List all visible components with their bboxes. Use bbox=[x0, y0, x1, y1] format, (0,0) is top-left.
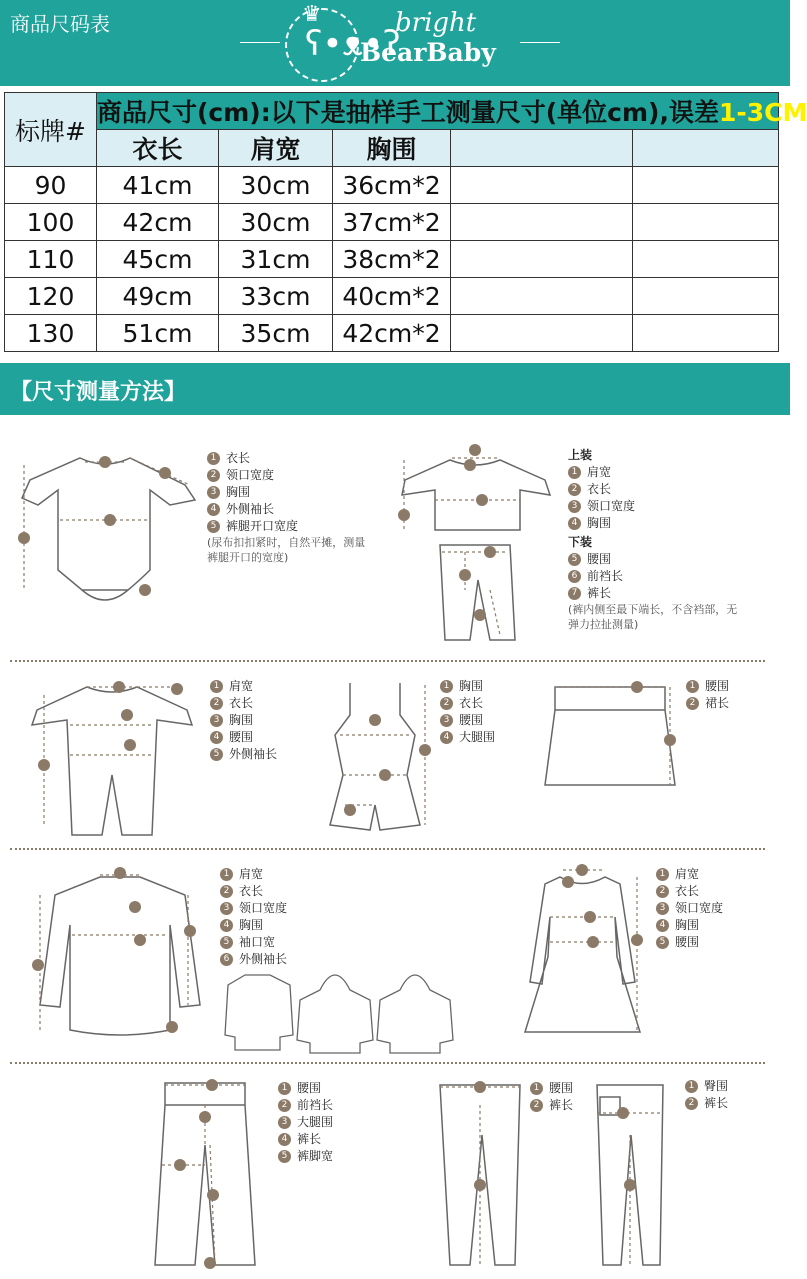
table-row bbox=[5, 315, 779, 352]
logo-left-line bbox=[240, 42, 280, 43]
number-marker-icon: 6 bbox=[568, 570, 581, 583]
value-cell: 42cm*2 bbox=[333, 315, 451, 352]
brand-name-line1: bright bbox=[395, 8, 477, 38]
leggings-diagram bbox=[430, 1075, 530, 1275]
pants-diagram bbox=[150, 1075, 260, 1275]
value-cell bbox=[451, 315, 633, 352]
legend-label: 腰围 bbox=[705, 679, 730, 693]
romper-diagram bbox=[22, 675, 202, 840]
number-marker-icon: 4 bbox=[440, 731, 453, 744]
legend-label: 裤长 bbox=[297, 1132, 322, 1146]
legend-item bbox=[210, 712, 277, 729]
bodysuit-diagram bbox=[10, 440, 200, 610]
value-cell: 30cm bbox=[219, 167, 333, 204]
legend-label: 腰围 bbox=[549, 1081, 574, 1095]
number-marker-icon: 2 bbox=[530, 1099, 543, 1112]
crown-icon: ♛ bbox=[302, 2, 322, 27]
legend-label: 腰围 bbox=[675, 935, 700, 949]
number-marker-icon: 4 bbox=[656, 919, 669, 932]
number-marker-icon: 4 bbox=[568, 517, 581, 530]
value-cell bbox=[633, 315, 779, 352]
legend-item bbox=[656, 866, 723, 883]
number-marker-icon: 5 bbox=[207, 520, 220, 533]
header-banner bbox=[0, 0, 790, 86]
legend-label: 衣长 bbox=[459, 696, 484, 710]
number-marker-icon: 1 bbox=[220, 868, 233, 881]
number-marker-icon: 5 bbox=[568, 553, 581, 566]
number-marker-icon: 2 bbox=[686, 697, 699, 710]
legend-item bbox=[656, 917, 723, 934]
legend-item bbox=[568, 498, 748, 515]
set-diagram bbox=[390, 440, 560, 650]
legend-label: 领口宽度 bbox=[675, 901, 724, 915]
legend-label: 前裆长 bbox=[587, 569, 624, 583]
legend-label: 大腿围 bbox=[459, 730, 496, 744]
legend-label: 胸围 bbox=[459, 679, 484, 693]
legend-note: (裤内侧至最下端长，不含裆部，无弹力拉扯测量) bbox=[568, 603, 738, 631]
value-cell bbox=[451, 278, 633, 315]
jumpsuit-diagram bbox=[315, 675, 435, 840]
legend-item bbox=[440, 729, 495, 746]
legend-item bbox=[568, 464, 748, 481]
table-row bbox=[5, 204, 779, 241]
legend-item bbox=[210, 678, 277, 695]
brand-name-line2: BearBaby bbox=[360, 38, 496, 67]
size-cell: 120 bbox=[5, 278, 97, 315]
bodysuit-legend bbox=[207, 450, 372, 565]
number-marker-icon: 7 bbox=[568, 587, 581, 600]
legend-item bbox=[278, 1097, 333, 1114]
size-cell: 110 bbox=[5, 241, 97, 278]
number-marker-icon: 3 bbox=[220, 902, 233, 915]
legend-group-title: 上装 bbox=[568, 448, 593, 462]
section-divider bbox=[10, 660, 765, 662]
table-header-row bbox=[5, 93, 779, 130]
legend-item bbox=[207, 450, 372, 467]
legend-label: 领口宽度 bbox=[587, 499, 636, 513]
page-title: 商品尺码表 bbox=[10, 12, 110, 36]
number-marker-icon: 3 bbox=[656, 902, 669, 915]
number-marker-icon: 1 bbox=[685, 1080, 698, 1093]
legend-label: 裙长 bbox=[705, 696, 730, 710]
legend-label: 衣长 bbox=[229, 696, 254, 710]
skirt-legend bbox=[686, 678, 729, 712]
legend-label: 胸围 bbox=[675, 918, 700, 932]
skirt-diagram bbox=[540, 675, 680, 805]
legend-label: 衣长 bbox=[587, 482, 612, 496]
bear-face-icon: ʕ•ᴥ•ʔ bbox=[305, 24, 401, 64]
value-cell: 42cm bbox=[97, 204, 219, 241]
legend-item bbox=[686, 678, 729, 695]
section-divider bbox=[10, 1062, 765, 1064]
legend-item bbox=[220, 900, 287, 917]
legend-label: 臀围 bbox=[704, 1079, 729, 1093]
value-cell: 35cm bbox=[219, 315, 333, 352]
number-marker-icon: 1 bbox=[686, 680, 699, 693]
legend-item bbox=[210, 746, 277, 763]
number-marker-icon: 1 bbox=[278, 1082, 291, 1095]
legend-item bbox=[656, 900, 723, 917]
legend-label: 肩宽 bbox=[587, 465, 612, 479]
number-marker-icon: 1 bbox=[440, 680, 453, 693]
number-marker-icon: 3 bbox=[278, 1116, 291, 1129]
legend-item bbox=[220, 883, 287, 900]
number-marker-icon: 5 bbox=[210, 748, 223, 761]
shirt-diagram bbox=[30, 865, 210, 1045]
value-cell bbox=[633, 241, 779, 278]
legend-item bbox=[207, 518, 372, 535]
dress-diagram bbox=[515, 862, 650, 1042]
legend-item bbox=[530, 1080, 573, 1097]
legend-item bbox=[210, 729, 277, 746]
size-cell: 100 bbox=[5, 204, 97, 241]
number-marker-icon: 3 bbox=[207, 486, 220, 499]
table-row bbox=[5, 241, 779, 278]
legend-label: 腰围 bbox=[229, 730, 254, 744]
table-caption bbox=[97, 93, 807, 130]
number-marker-icon: 1 bbox=[656, 868, 669, 881]
number-marker-icon: 2 bbox=[220, 885, 233, 898]
number-marker-icon: 3 bbox=[568, 500, 581, 513]
legend-item bbox=[440, 712, 495, 729]
column-header: 胸围 bbox=[333, 130, 451, 167]
shirt-legend bbox=[220, 866, 287, 968]
number-marker-icon: 4 bbox=[220, 919, 233, 932]
number-marker-icon: 2 bbox=[568, 483, 581, 496]
caption-text: 商品尺寸(cm):以下是抽样手工测量尺寸(单位cm),误差 bbox=[97, 98, 719, 127]
measure-section-bar bbox=[0, 363, 790, 415]
brand-label-cell: 标牌# bbox=[5, 93, 97, 167]
number-marker-icon: 2 bbox=[210, 697, 223, 710]
legend-label: 领口宽度 bbox=[226, 468, 275, 482]
leggings-legend bbox=[530, 1080, 573, 1114]
legend-item bbox=[278, 1148, 333, 1165]
measurement-guide bbox=[0, 430, 790, 1279]
number-marker-icon: 4 bbox=[207, 503, 220, 516]
legend-label: 裤脚宽 bbox=[297, 1149, 334, 1163]
size-cell: 90 bbox=[5, 167, 97, 204]
legend-item bbox=[686, 695, 729, 712]
number-marker-icon: 1 bbox=[530, 1082, 543, 1095]
caption-tolerance: 1-3CM bbox=[718, 98, 807, 127]
legend-item bbox=[440, 695, 495, 712]
legend-item bbox=[220, 917, 287, 934]
legend-label: 外侧袖长 bbox=[226, 502, 275, 516]
legend-label: 衣长 bbox=[239, 884, 264, 898]
number-marker-icon: 4 bbox=[210, 731, 223, 744]
column-header bbox=[633, 130, 779, 167]
legend-item bbox=[220, 866, 287, 883]
legend-item bbox=[568, 515, 748, 532]
number-marker-icon: 3 bbox=[440, 714, 453, 727]
number-marker-icon: 2 bbox=[685, 1097, 698, 1110]
column-header: 衣长 bbox=[97, 130, 219, 167]
measure-section-title: 【尺寸测量方法】 bbox=[10, 380, 187, 405]
legend-label: 胸围 bbox=[587, 516, 612, 530]
legend-label: 外侧袖长 bbox=[229, 747, 278, 761]
legend-item bbox=[220, 934, 287, 951]
legend-item bbox=[207, 467, 372, 484]
number-marker-icon: 1 bbox=[207, 452, 220, 465]
value-cell: 33cm bbox=[219, 278, 333, 315]
value-cell bbox=[451, 204, 633, 241]
legend-label: 裤长 bbox=[704, 1096, 729, 1110]
legend-item bbox=[440, 678, 495, 695]
value-cell: 51cm bbox=[97, 315, 219, 352]
legend-label: 胸围 bbox=[239, 918, 264, 932]
number-marker-icon: 5 bbox=[220, 936, 233, 949]
value-cell: 37cm*2 bbox=[333, 204, 451, 241]
legend-label: 肩宽 bbox=[239, 867, 264, 881]
slim-pants-diagram bbox=[585, 1075, 675, 1275]
value-cell: 41cm bbox=[97, 167, 219, 204]
number-marker-icon: 5 bbox=[656, 936, 669, 949]
legend-label: 衣长 bbox=[675, 884, 700, 898]
legend-item bbox=[278, 1131, 333, 1148]
value-cell: 40cm*2 bbox=[333, 278, 451, 315]
logo-right-line bbox=[520, 42, 560, 43]
legend-item bbox=[685, 1078, 728, 1095]
number-marker-icon: 2 bbox=[440, 697, 453, 710]
legend-label: 裤长 bbox=[587, 586, 612, 600]
legend-item bbox=[568, 551, 748, 568]
pants-legend bbox=[278, 1080, 333, 1165]
legend-item bbox=[278, 1114, 333, 1131]
legend-label: 大腿围 bbox=[297, 1115, 334, 1129]
value-cell bbox=[451, 241, 633, 278]
slim-pants-legend bbox=[685, 1078, 728, 1112]
romper-legend bbox=[210, 678, 277, 763]
number-marker-icon: 5 bbox=[278, 1150, 291, 1163]
number-marker-icon: 1 bbox=[568, 466, 581, 479]
legend-label: 腰围 bbox=[587, 552, 612, 566]
legend-note: (尿布扣扣紧时，自然平摊，测量裤腿开口的宽度) bbox=[207, 536, 366, 564]
value-cell bbox=[633, 167, 779, 204]
legend-label: 胸围 bbox=[229, 713, 254, 727]
legend-item bbox=[207, 501, 372, 518]
number-marker-icon: 1 bbox=[210, 680, 223, 693]
legend-label: 腰围 bbox=[459, 713, 484, 727]
legend-label: 腰围 bbox=[297, 1081, 322, 1095]
number-marker-icon: 6 bbox=[220, 953, 233, 966]
number-marker-icon: 2 bbox=[656, 885, 669, 898]
legend-label: 裤长 bbox=[549, 1098, 574, 1112]
legend-label: 领口宽度 bbox=[239, 901, 288, 915]
legend-item bbox=[278, 1080, 333, 1097]
value-cell bbox=[633, 278, 779, 315]
column-header bbox=[451, 130, 633, 167]
legend-item bbox=[685, 1095, 728, 1112]
value-cell: 45cm bbox=[97, 241, 219, 278]
column-header: 肩宽 bbox=[219, 130, 333, 167]
legend-label: 肩宽 bbox=[675, 867, 700, 881]
value-cell bbox=[633, 204, 779, 241]
legend-item bbox=[530, 1097, 573, 1114]
legend-label: 胸围 bbox=[226, 485, 251, 499]
jackets-diagram bbox=[225, 965, 455, 1055]
size-chart-table bbox=[4, 92, 807, 352]
legend-label: 衣长 bbox=[226, 451, 251, 465]
value-cell: 38cm*2 bbox=[333, 241, 451, 278]
value-cell: 36cm*2 bbox=[333, 167, 451, 204]
number-marker-icon: 3 bbox=[210, 714, 223, 727]
legend-label: 外侧袖长 bbox=[239, 952, 288, 966]
legend-item bbox=[210, 695, 277, 712]
legend-item bbox=[656, 883, 723, 900]
number-marker-icon: 2 bbox=[278, 1099, 291, 1112]
legend-item bbox=[568, 568, 748, 585]
legend-item bbox=[568, 481, 748, 498]
number-marker-icon: 4 bbox=[278, 1133, 291, 1146]
dress-legend bbox=[656, 866, 723, 951]
legend-label: 裤腿开口宽度 bbox=[226, 519, 299, 533]
legend-group-title: 下装 bbox=[568, 535, 593, 549]
table-row bbox=[5, 278, 779, 315]
number-marker-icon: 2 bbox=[207, 469, 220, 482]
value-cell bbox=[451, 167, 633, 204]
legend-label: 袖口宽 bbox=[239, 935, 276, 949]
section-divider bbox=[10, 848, 765, 850]
legend-label: 前裆长 bbox=[297, 1098, 334, 1112]
jumpsuit-legend bbox=[440, 678, 495, 746]
legend-item bbox=[656, 934, 723, 951]
value-cell: 49cm bbox=[97, 278, 219, 315]
size-cell: 130 bbox=[5, 315, 97, 352]
legend-item bbox=[207, 484, 372, 501]
legend-item bbox=[568, 585, 748, 602]
set-legend bbox=[568, 445, 748, 632]
legend-label: 肩宽 bbox=[229, 679, 254, 693]
column-header-row bbox=[5, 130, 779, 167]
table-row bbox=[5, 167, 779, 204]
value-cell: 31cm bbox=[219, 241, 333, 278]
value-cell: 30cm bbox=[219, 204, 333, 241]
